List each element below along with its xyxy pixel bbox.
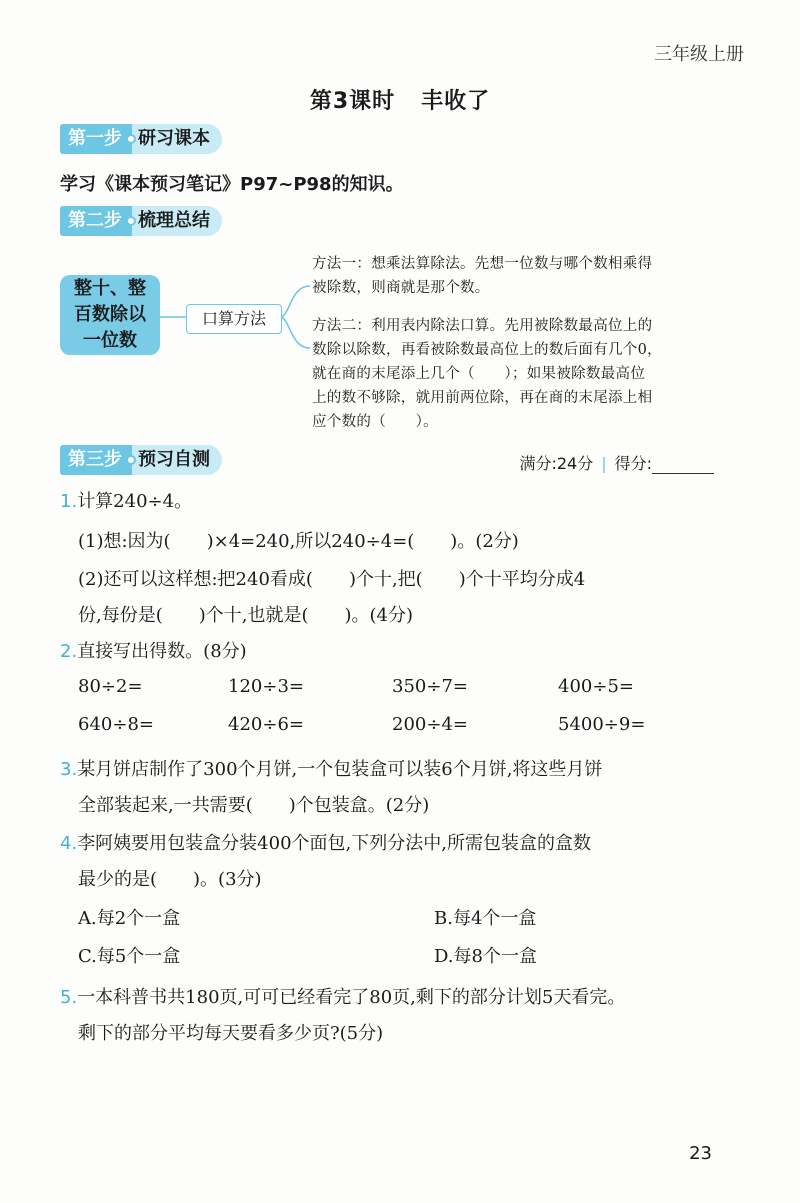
q1-text: 计算240÷4。 (77, 491, 193, 512)
method1-line: 被除数，则商就是那个数。 (312, 280, 490, 296)
q4-option-b[interactable]: B.每4个一盒 (434, 908, 537, 929)
lesson-name: 丰收了 (421, 89, 491, 114)
q4-option-a[interactable]: A.每2个一盒 (78, 908, 181, 929)
step2-header (60, 206, 222, 236)
lesson-title (0, 84, 800, 115)
q1-line: 份,每份是( )个十,也就是( )。(4分) (78, 605, 414, 626)
q3-line: 全部装起来,一共需要( )个包装盒。(2分) (78, 795, 430, 816)
topic-box (60, 275, 160, 355)
q3-line: 某月饼店制作了300个月饼,一个包装盒可以装6个月饼,将这些月饼 (77, 759, 603, 780)
q2-item: 5400÷9= (558, 714, 646, 735)
question-4 (60, 826, 760, 898)
score-panel (519, 451, 714, 474)
full-score: 满分:24分 (519, 454, 594, 473)
step2-name: 梳理总结 (132, 206, 222, 236)
step-dot-icon (126, 134, 136, 144)
question-number: 3. (60, 759, 78, 780)
q2-item: 200÷4= (392, 714, 468, 735)
q2-item: 400÷5= (558, 676, 634, 697)
step3-header (60, 445, 222, 475)
q2-item: 120÷3= (228, 676, 304, 697)
q2-item: 420÷6= (228, 714, 304, 735)
step2-tag: 第二步 (60, 206, 132, 236)
q2-item: 350÷7= (392, 676, 468, 697)
topic-line: 整十、整 (74, 278, 146, 299)
q4-option-d[interactable]: D.每8个一盒 (434, 946, 537, 967)
grade-label: 三年级上册 (654, 44, 744, 65)
step1-tag: 第一步 (60, 124, 132, 154)
step3-name: 预习自测 (132, 445, 222, 475)
step-dot-icon (126, 216, 136, 226)
score-blank[interactable] (652, 457, 714, 474)
q2-text: 直接写出得数。(8分) (77, 641, 247, 662)
step1-name: 研习课本 (132, 124, 222, 154)
q5-line: 剩下的部分平均每天要看多少页?(5分) (78, 1023, 384, 1044)
method2-line: 数除以除数，再看被除数最高位上的数后面有几个0， (312, 342, 662, 358)
topic-line: 一位数 (83, 330, 137, 351)
method2-line: 方法二：利用表内除法口算。先用被除数最高位上的 (312, 318, 653, 334)
topic-line: 百数除以 (74, 304, 146, 325)
question-number: 1. (60, 491, 78, 512)
q1-line: (2)还可以这样想:把240看成( )个十,把( )个十平均分成4 (78, 569, 586, 590)
method2-line: 应个数的（ ）。 (312, 414, 438, 430)
lesson-number: 第3课时 (309, 89, 396, 114)
q2-item: 80÷2= (78, 676, 143, 697)
question-number: 5. (60, 987, 78, 1008)
q4-line: 李阿姨要用包装盒分装400个面包,下列分法中,所需包装盒的盒数 (77, 833, 591, 854)
question-1 (60, 484, 760, 634)
step1-header (60, 124, 222, 154)
method-label-box: 口算方法 (186, 304, 282, 334)
method1-text (312, 252, 722, 300)
step-dot-icon (126, 455, 136, 465)
q5-line: 一本科普书共180页,可可已经看完了80页,剩下的部分计划5天看完。 (77, 987, 626, 1008)
step3-tag: 第三步 (60, 445, 132, 475)
q4-line: 最少的是( )。(3分) (78, 869, 262, 890)
method2-text (312, 314, 722, 434)
score-label: 得分: (614, 454, 652, 473)
question-5 (60, 980, 760, 1052)
q4-option-c[interactable]: C.每5个一盒 (78, 946, 181, 967)
score-separator: | (601, 454, 607, 473)
q1-line: (1)想:因为( )×4=240,所以240÷4=( )。(2分) (78, 531, 519, 552)
method1-line: 方法一：想乘法算除法。先想一位数与哪个数相乘得 (312, 256, 653, 272)
method2-line: 上的数不够除，就用前两位除，再在商的末尾添上相 (312, 390, 653, 406)
question-number: 4. (60, 833, 78, 854)
q2-item: 640÷8= (78, 714, 154, 735)
question-number: 2. (60, 641, 78, 662)
step1-text: 学习《课本预习笔记》P97~P98的知识。 (60, 174, 404, 195)
method2-line: 就在商的末尾添上几个（ ）；如果被除数最高位 (312, 366, 646, 382)
page-number: 23 (689, 1143, 712, 1164)
question-2 (60, 634, 760, 670)
question-3 (60, 752, 760, 824)
